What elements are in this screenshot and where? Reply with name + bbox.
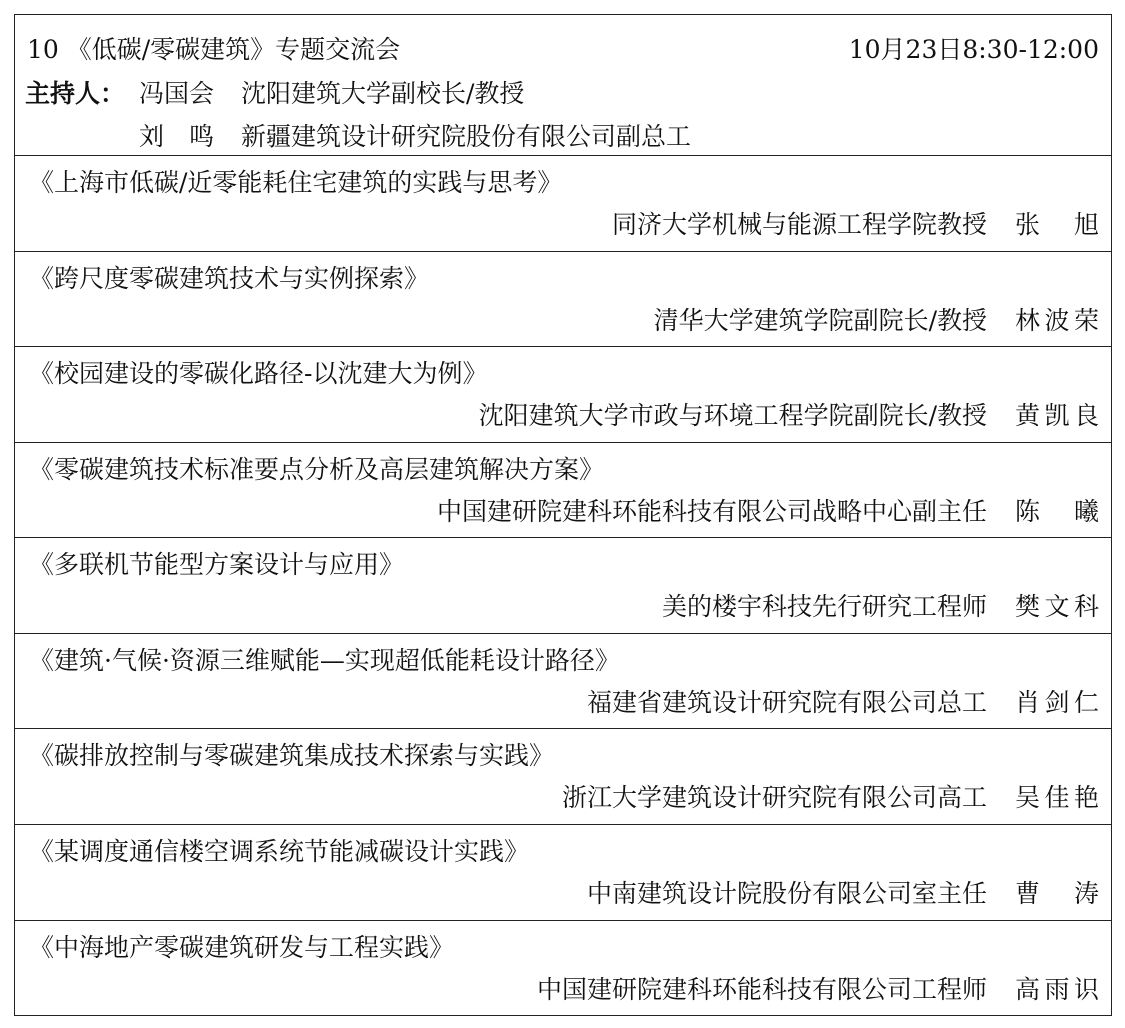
speaker-name: 林波荣 xyxy=(1015,305,1099,335)
talk-row xyxy=(15,634,1111,730)
speaker-name: 高雨识 xyxy=(1015,974,1099,1004)
talk-title: 《上海市低碳/近零能耗住宅建筑的实践与思考》 xyxy=(29,168,563,197)
session-date-time: 10月23日8:30-12:00 xyxy=(848,35,1099,64)
speaker-affiliation: 清华大学建筑学院副院长/教授 xyxy=(653,305,987,335)
speaker-affiliation: 福建省建筑设计研究院有限公司总工 xyxy=(586,687,987,717)
talk-speaker-line xyxy=(562,783,1099,813)
host-row-2 xyxy=(25,122,691,152)
session-header xyxy=(15,15,1111,156)
speaker-name: 曹 涛 xyxy=(1015,878,1099,908)
talk-list xyxy=(15,156,1111,1015)
talk-row xyxy=(15,921,1111,1016)
talk-row xyxy=(15,347,1111,443)
host-title: 新疆建筑设计研究院股份有限公司副总工 xyxy=(241,122,692,151)
session-program-table xyxy=(14,14,1112,1016)
speaker-affiliation: 美的楼宇科技先行研究工程师 xyxy=(661,592,987,622)
host-title: 沈阳建筑大学副校长/教授 xyxy=(241,79,525,108)
speaker-affiliation: 浙江大学建筑设计研究院有限公司高工 xyxy=(561,783,987,813)
talk-row xyxy=(15,252,1111,348)
speaker-affiliation: 中南建筑设计院股份有限公司室主任 xyxy=(586,878,987,908)
talk-title: 《跨尺度零碳建筑技术与实例探索》 xyxy=(29,263,430,293)
host-row-1 xyxy=(25,79,524,109)
talk-speaker-line xyxy=(537,975,1099,1005)
speaker-name: 张 旭 xyxy=(1015,210,1099,239)
speaker-affiliation: 沈阳建筑大学市政与环境工程学院副院长/教授 xyxy=(478,401,987,431)
host-label: 主持人： xyxy=(25,79,126,108)
speaker-name: 陈 曦 xyxy=(1015,496,1099,526)
speaker-name: 吴佳艳 xyxy=(1015,783,1099,813)
talk-speaker-line xyxy=(437,497,1099,527)
talk-speaker-line xyxy=(479,401,1099,431)
talk-title: 《某调度通信楼空调系统节能减碳设计实践》 xyxy=(29,836,530,866)
talk-speaker-line xyxy=(587,879,1099,909)
talk-speaker-line xyxy=(612,210,1099,240)
talk-title: 《校园建设的零碳化路径-以沈建大为例》 xyxy=(29,359,488,389)
host-name: 刘 鸣 xyxy=(139,122,215,151)
talk-title: 《零碳建筑技术标准要点分析及高层建筑解决方案》 xyxy=(29,454,605,484)
talk-title: 《碳排放控制与零碳建筑集成技术探索与实践》 xyxy=(29,741,555,771)
talk-title: 《多联机节能型方案设计与应用》 xyxy=(29,550,405,580)
talk-row xyxy=(15,729,1111,825)
speaker-name: 樊文科 xyxy=(1015,592,1099,622)
session-title: 10 《低碳/零碳建筑》专题交流会 xyxy=(27,35,401,64)
talk-title: 《中海地产零碳建筑研发与工程实践》 xyxy=(29,932,455,962)
talk-speaker-line xyxy=(662,592,1099,622)
speaker-name: 黄凯良 xyxy=(1015,401,1099,431)
talk-title: 《建筑·气候·资源三维赋能—实现超低能耗设计路径》 xyxy=(29,645,620,675)
speaker-affiliation: 中国建研院建科环能科技有限公司战略中心副主任 xyxy=(436,496,987,526)
talk-row xyxy=(15,825,1111,921)
speaker-affiliation: 同济大学机械与能源工程学院教授 xyxy=(611,210,987,239)
talk-row xyxy=(15,443,1111,539)
talk-speaker-line xyxy=(654,306,1099,336)
speaker-name: 肖剑仁 xyxy=(1015,687,1099,717)
talk-row xyxy=(15,156,1111,252)
speaker-affiliation: 中国建研院建科环能科技有限公司工程师 xyxy=(536,974,987,1004)
host-name: 冯国会 xyxy=(139,79,215,108)
talk-row xyxy=(15,538,1111,634)
talk-speaker-line xyxy=(587,688,1099,718)
